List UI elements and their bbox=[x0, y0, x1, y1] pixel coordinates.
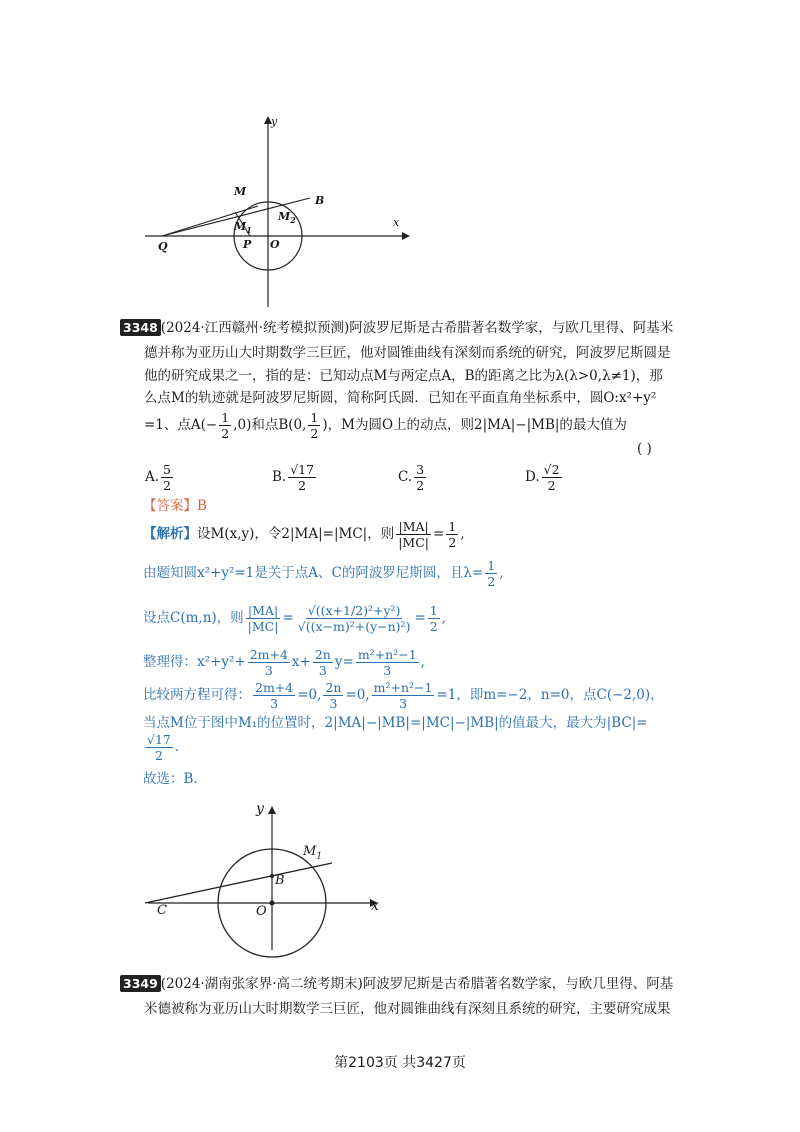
problem-text: (2024·江西赣州·统考模拟预测)阿波罗尼斯是古希腊著名数学家，与欧几里得、阿基米 bbox=[160, 320, 674, 336]
option-c: C. $\frac{3}{2}$ bbox=[398, 462, 425, 493]
fig2-point-O bbox=[270, 901, 275, 906]
fig1-label-M: M bbox=[234, 185, 247, 198]
fig1-label-Q: Q bbox=[158, 240, 168, 253]
page-footer: 第2103页 共3427页 bbox=[334, 1055, 466, 1071]
fig2-label-x: x bbox=[371, 898, 379, 914]
analysis-line5: 比较两方程可得： $\frac{2m+4}{3}$ =0, $\frac{2n}{3}$ =0, $\frac{\text{m²+n²−1}}{3}$ =1，即m=−2，n=0，点C(−2,0)， bbox=[143, 680, 664, 711]
answer-line bbox=[143, 497, 207, 515]
problem-text: (2024·湖南张家界·高二统考期末)阿波罗尼斯是古希腊著名数学家，与欧几里得、阿基 bbox=[160, 976, 674, 992]
fig2-line-CM1 bbox=[145, 863, 332, 903]
answer-paren: ( ) bbox=[637, 441, 652, 457]
fig2-label-B: B bbox=[275, 873, 285, 888]
fig1-x-arrow bbox=[402, 232, 410, 240]
fig1-label-P: P bbox=[243, 238, 252, 251]
fig2-label-M1: $M_1$ bbox=[303, 844, 323, 862]
option-d: D. $\frac{√2}{2}$ bbox=[525, 462, 560, 493]
answer-tag: 【答案】 bbox=[143, 498, 197, 514]
fraction: $\frac{1}{2}$ bbox=[310, 410, 319, 441]
analysis-line2: 由题知圆x²+y²=1是关于点A、C的阿波罗尼斯圆，且λ= $\frac{1}{2}$ , bbox=[143, 558, 504, 589]
answer-value: B bbox=[197, 498, 207, 514]
fig1-label-B: B bbox=[315, 194, 325, 207]
analysis-line7: $\frac{√17}{2}$ . bbox=[147, 732, 180, 763]
problem-3348-line2: 德并称为亚历山大时期数学三巨匠，他对圆锥曲线有深刻而系统的研究，阿波罗尼斯圆是 bbox=[144, 345, 671, 361]
problem-3348-line5: =1、点A(− $\frac{1}{2}$ ,0)和点B(0, $\frac{1}{2}$ )，M为圆O上的动点，则2|MA|−|MB|的最大值为 bbox=[144, 410, 627, 441]
problem-3348-line4: 么点M的轨迹就是阿波罗尼斯圆，简称阿氏圆．已知在平面直角坐标系中，圆O:x²+y² bbox=[144, 390, 657, 406]
analysis-line8: 故选：B. bbox=[143, 771, 198, 787]
analysis-line3: 设点C(m,n)，则 $\frac{|MA|}{|MC|}$ = $\frac{\text{√((x+1/2)²+y²)}}{\text{√((x−m)²+(y−n)²)}}$ = $\frac{1}{2}$ , bbox=[143, 603, 447, 634]
analysis-line4: 整理得：x²+y²+ $\frac{2m+4}{3}$ x+ $\frac{2n}{3}$ y= $\frac{\text{m²+n²−1}}{3}$ , bbox=[143, 647, 425, 678]
figure-2 bbox=[140, 800, 390, 960]
fig2-y-arrow bbox=[268, 806, 276, 814]
problem-number-badge: 3349 bbox=[120, 975, 161, 992]
fig2-label-C: C bbox=[157, 903, 167, 918]
problem-3348-line1 bbox=[120, 319, 673, 337]
fig1-label-y: y bbox=[271, 115, 278, 128]
analysis-tag: 【解析】 bbox=[143, 526, 197, 542]
fig1-label-x: x bbox=[393, 216, 400, 229]
fig2-point-B bbox=[270, 874, 274, 878]
problem-3348-line3: 他的研究成果之一，指的是：已知动点M与两定点A，B的距离之比为λ(λ>0,λ≠1)，那 bbox=[144, 368, 663, 384]
problem-3349-line2: 米德被称为亚历山大时期数学三巨匠，他对圆锥曲线有深刻且系统的研究，主要研究成果 bbox=[144, 1001, 671, 1017]
fig1-label-O: O bbox=[270, 238, 280, 251]
analysis-line1: 【解析】设M(x,y)，令2|MA|=|MC|，则 $\frac{|MA|}{|MC|}$ = $\frac{1}{2}$ , bbox=[143, 519, 465, 550]
analysis-line6: 当点M位于图中M₁的位置时，2|MA|−|MB|=|MC|−|MB|的值最大，最大为|BC|= bbox=[143, 715, 648, 731]
option-a: A. $\frac{5}{2}$ bbox=[145, 462, 171, 493]
problem-3349-line1 bbox=[120, 975, 673, 993]
fig2-label-y: y bbox=[256, 801, 264, 817]
fig2-label-O: O bbox=[256, 904, 267, 919]
option-b: B. $\frac{√17}{2}$ bbox=[272, 462, 315, 493]
fraction: $\frac{1}{2}$ bbox=[221, 410, 230, 441]
fig1-label-M1: $M_1$ bbox=[234, 220, 252, 236]
fig1-label-M2: $M_2$ bbox=[278, 210, 296, 226]
problem-number-badge: 3348 bbox=[120, 319, 161, 336]
